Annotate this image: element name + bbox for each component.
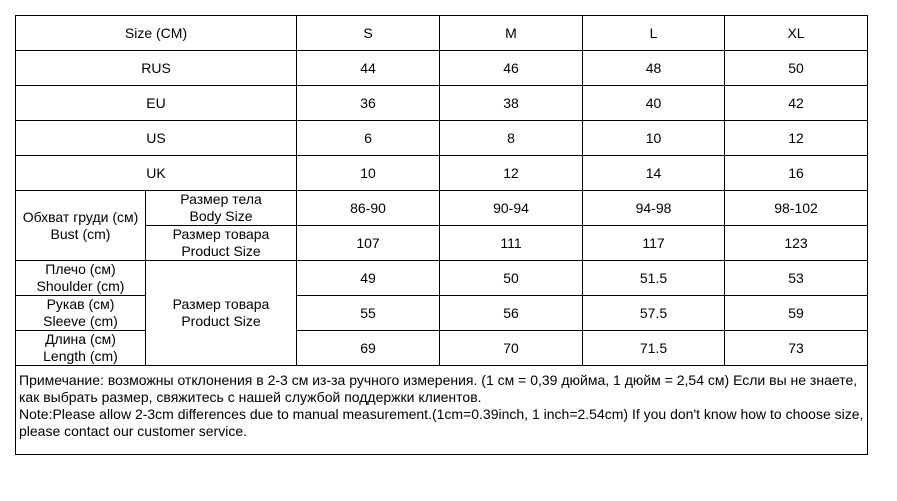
cell-bust-product-l: 117 xyxy=(583,226,725,261)
cell-us-m: 8 xyxy=(440,121,583,156)
size-header-s: S xyxy=(297,16,440,51)
product-size-label-ru: Размер товара xyxy=(172,226,270,242)
bust-label-en: Bust (cm) xyxy=(50,225,111,242)
header-row xyxy=(16,16,868,51)
bust-label-ru: Обхват груди (см) xyxy=(22,208,139,225)
body-size-label-ru: Размер тела xyxy=(180,191,262,207)
row-label-uk: UK xyxy=(16,156,297,191)
cell-body-size-l: 94-98 xyxy=(583,191,725,226)
cell-rus-xl: 50 xyxy=(725,51,868,86)
cell-rus-s: 44 xyxy=(297,51,440,86)
cell-eu-l: 40 xyxy=(583,86,725,121)
note-row xyxy=(16,366,868,455)
cell-body-size-xl: 98-102 xyxy=(725,191,868,226)
shoulder-label-en: Shoulder (cm) xyxy=(36,278,125,294)
cell-uk-s: 10 xyxy=(297,156,440,191)
cell-bust-product-s: 107 xyxy=(297,226,440,261)
cell-us-s: 6 xyxy=(297,121,440,156)
cell-us-l: 10 xyxy=(583,121,725,156)
size-header-m: M xyxy=(440,16,583,51)
table-row-length xyxy=(16,331,868,366)
row-label-rus: RUS xyxy=(16,51,297,86)
cell-shoulder-l: 51.5 xyxy=(583,261,725,296)
row-label-eu: EU xyxy=(16,86,297,121)
cell-body-size-m: 90-94 xyxy=(440,191,583,226)
note-en-line-2: please contact our customer service. xyxy=(19,423,247,439)
cell-length-m: 70 xyxy=(440,331,583,366)
shoulder-label-ru: Плечо (см) xyxy=(45,261,116,277)
cell-sleeve-s: 55 xyxy=(297,296,440,331)
table-row-shoulder xyxy=(16,261,868,296)
cell-rus-l: 48 xyxy=(583,51,725,86)
note-ru-line-1: Примечание: возможны отклонения в 2-3 см из-за ручного измерения. (1 см = 0,39 дюйма, 1 дюйм = 2,54 см) Если вы не знаете, xyxy=(19,372,858,388)
table-row-rus xyxy=(16,51,868,86)
cell-shoulder-m: 50 xyxy=(440,261,583,296)
table-row-bust-body-size xyxy=(16,191,868,226)
size-header-l: L xyxy=(583,16,725,51)
cell-eu-xl: 42 xyxy=(725,86,868,121)
length-label-ru: Длина (см) xyxy=(45,331,116,347)
row-label-shoulder xyxy=(16,261,146,296)
sublabel-body-size xyxy=(146,191,297,226)
cell-length-s: 69 xyxy=(297,331,440,366)
cell-uk-l: 14 xyxy=(583,156,725,191)
cell-sleeve-m: 56 xyxy=(440,296,583,331)
table-row-us xyxy=(16,121,868,156)
product-size-group-label-en: Product Size xyxy=(181,313,261,329)
cell-bust-product-m: 111 xyxy=(440,226,583,261)
cell-length-xl: 73 xyxy=(725,331,868,366)
body-size-label-en: Body Size xyxy=(189,208,253,224)
cell-uk-m: 12 xyxy=(440,156,583,191)
cell-length-l: 71.5 xyxy=(583,331,725,366)
row-label-length xyxy=(16,331,146,366)
product-size-label-en: Product Size xyxy=(181,243,261,259)
sublabel-product-size-group xyxy=(146,261,297,366)
cell-sleeve-xl: 59 xyxy=(725,296,868,331)
table-row-eu xyxy=(16,86,868,121)
row-label-us: US xyxy=(16,121,297,156)
cell-body-size-s: 86-90 xyxy=(297,191,440,226)
note-en-line-1: Note:Please allow 2-3cm differences due to manual measurement.(1cm=0.39inch, 1 inch=2.54cm) If you don't know how to choose size, xyxy=(19,406,864,422)
note-ru-line-2: как выбрать размер, свяжитесь с нашей службой поддержки клиентов. xyxy=(19,389,482,405)
table-row-uk xyxy=(16,156,868,191)
cell-shoulder-xl: 53 xyxy=(725,261,868,296)
cell-bust-product-xl: 123 xyxy=(725,226,868,261)
row-label-bust xyxy=(16,191,146,261)
measurement-note xyxy=(16,366,868,455)
cell-uk-xl: 16 xyxy=(725,156,868,191)
sublabel-product-size xyxy=(146,226,297,261)
cell-eu-m: 38 xyxy=(440,86,583,121)
row-label-sleeve xyxy=(16,296,146,331)
table-row-sleeve xyxy=(16,296,868,331)
cell-sleeve-l: 57.5 xyxy=(583,296,725,331)
sleeve-label-en: Sleeve (cm) xyxy=(43,313,118,329)
cell-us-xl: 12 xyxy=(725,121,868,156)
cell-rus-m: 46 xyxy=(440,51,583,86)
product-size-group-label-ru: Размер товара xyxy=(172,296,270,312)
cell-eu-s: 36 xyxy=(297,86,440,121)
cell-shoulder-s: 49 xyxy=(297,261,440,296)
size-chart-table xyxy=(15,15,868,455)
size-cm-header: Size (CM) xyxy=(16,16,297,51)
length-label-en: Length (cm) xyxy=(43,348,118,364)
size-header-xl: XL xyxy=(725,16,868,51)
sleeve-label-ru: Рукав (см) xyxy=(46,296,115,312)
